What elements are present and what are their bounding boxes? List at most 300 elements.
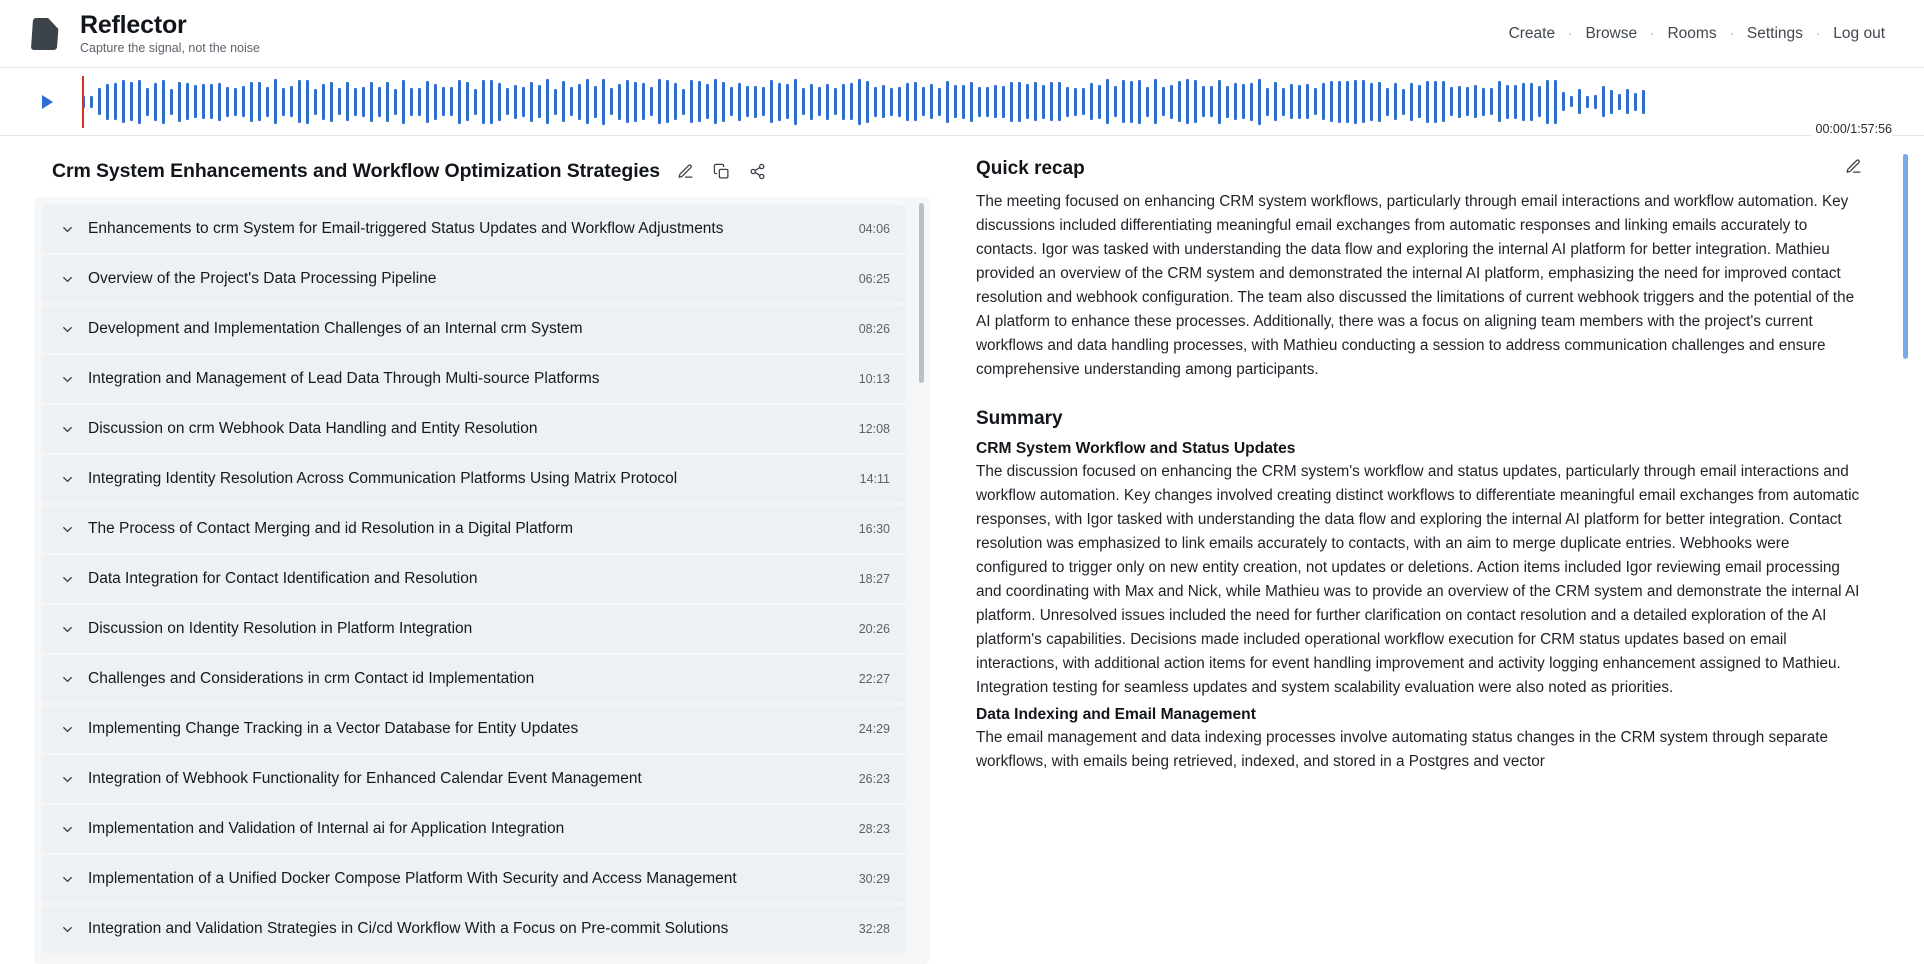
chapter-title: Development and Implementation Challenges of an Internal crm System [88, 320, 583, 337]
reflector-logo-icon [32, 16, 66, 52]
quick-recap-heading: Quick recap [976, 158, 1085, 179]
waveform-bar [1266, 88, 1269, 116]
chapter-row[interactable] [42, 705, 906, 753]
waveform-bar [290, 86, 293, 117]
app-title: Reflector [80, 10, 187, 39]
waveform-bar [1002, 86, 1005, 118]
waveform-bar [178, 82, 181, 122]
chevron-down-icon[interactable] [56, 272, 78, 287]
waveform-bar [1346, 81, 1349, 123]
waveform-bar [970, 82, 973, 122]
chapter-row[interactable] [42, 355, 906, 403]
waveform-bar [466, 82, 469, 121]
waveform-bar [1074, 88, 1077, 116]
nav-item-settings[interactable]: Settings [1746, 24, 1803, 42]
waveform-bar [450, 87, 453, 116]
waveform-bar [1162, 87, 1165, 116]
waveform-bar [538, 85, 541, 118]
nav-separator: · [1729, 26, 1734, 41]
waveform-bar [234, 88, 237, 116]
chapter-timestamp: 22:27 [858, 672, 890, 686]
waveform-bar [530, 82, 533, 122]
waveform-bar [410, 88, 413, 116]
chevron-down-icon[interactable] [56, 672, 78, 687]
waveform-bar [1482, 88, 1485, 116]
waveform-bar [1314, 88, 1317, 115]
waveform-bar [1210, 86, 1213, 117]
waveform-bar [602, 79, 605, 125]
waveform-bar [1322, 83, 1325, 120]
waveform-bar [1098, 85, 1101, 119]
waveform-bar [722, 82, 725, 122]
chapter-row[interactable] [42, 505, 906, 553]
chapters-pane [0, 136, 952, 964]
waveform-bar [474, 89, 477, 115]
chapter-list [42, 205, 906, 953]
waveform-bar [930, 84, 933, 119]
waveform-bar [882, 85, 885, 118]
chapter-timestamp: 08:26 [858, 322, 890, 336]
waveform-bar [866, 81, 869, 123]
waveform-bar [658, 79, 661, 124]
chapter-list-container[interactable] [34, 197, 930, 964]
waveform-bar [1250, 83, 1253, 121]
waveform-bar [826, 84, 829, 120]
waveform-bar [226, 87, 229, 117]
waveform-bar [1042, 85, 1045, 119]
waveform-bar [1442, 81, 1445, 122]
waveform-bar [1138, 80, 1141, 124]
waveform-bar [1362, 80, 1365, 123]
waveform-bar [338, 88, 341, 115]
waveform-bar [1066, 87, 1069, 117]
waveform-bar [210, 84, 213, 119]
waveform-bar [1082, 88, 1085, 115]
share-icon[interactable] [746, 161, 768, 183]
waveform-bar [634, 82, 637, 122]
waveform-bar [1626, 89, 1629, 114]
chapter-title: Enhancements to crm System for Email-triggered Status Updates and Workflow Adjustments [88, 220, 724, 237]
waveform-bar [1306, 84, 1309, 119]
chapter-row[interactable] [42, 755, 906, 803]
waveform-bar [114, 83, 117, 120]
waveform-bar [522, 87, 525, 117]
waveform-bar [1434, 81, 1437, 123]
waveform-bar [138, 80, 141, 124]
page-title: Crm System Enhancements and Workflow Optimization Strategies [52, 160, 661, 182]
waveform-bar [698, 81, 701, 122]
chapter-title: The Process of Contact Merging and id Resolution in a Digital Platform [88, 520, 574, 537]
chapter-list-scrollbar[interactable] [919, 203, 924, 383]
waveform-bar [1226, 86, 1229, 118]
chapter-timestamp: 12:08 [858, 422, 890, 436]
chapter-timestamp: 26:23 [858, 772, 890, 786]
chapter-timestamp: 14:11 [859, 472, 890, 486]
waveform[interactable] [82, 76, 1898, 136]
waveform-bar [1586, 96, 1589, 108]
waveform-bar [106, 84, 109, 120]
waveform-bar [346, 82, 349, 121]
chapter-title: Discussion on Identity Resolution in Platform Integration [88, 620, 473, 637]
chapter-timestamp: 16:30 [858, 522, 890, 536]
waveform-bar [514, 85, 517, 119]
chapter-title: Challenges and Considerations in crm Contact id Implementation [88, 670, 535, 687]
nav-separator: · [1650, 26, 1655, 41]
quick-recap-body: The meeting focused on enhancing CRM system workflows, particularly through email interactions and workflow automation. Key discussions included differentiating meaningful email exchanges from automatic responses and linking emails accurately to contacts. Igor was tasked with understanding the data flow and exploring the internal AI platform for better integration. Mathieu provided an overview of the CRM system and demonstrated the internal AI platform, emphasizing the need for improved contact resolution and webhook configuration. The team also discussed the limitations of current webhook triggers and the potential of the AI platform to enhance these processes. Additionally, there was a focus on aligning team members with the project's current workflows and data handling processes, with Mathieu conducting a session to address communication challenges and ensure comprehensive understanding among participants. [976, 193, 1855, 378]
waveform-bar [1330, 81, 1333, 122]
chapter-row[interactable] [42, 555, 906, 603]
waveform-bar [1386, 88, 1389, 116]
waveform-bar [706, 84, 709, 119]
chevron-down-icon[interactable] [56, 622, 78, 637]
waveform-bar [1578, 89, 1581, 114]
waveform-bar [498, 83, 501, 121]
waveform-bar [218, 83, 221, 121]
waveform-bar [194, 85, 197, 118]
chapter-row[interactable] [42, 305, 906, 353]
waveform-bar [778, 83, 781, 121]
waveform-bar [1378, 82, 1381, 122]
waveform-bar [306, 80, 309, 124]
chevron-down-icon[interactable] [56, 522, 78, 537]
nav-item-browse[interactable]: Browse [1585, 24, 1638, 42]
waveform-bar [170, 89, 173, 115]
waveform-bar [1122, 80, 1125, 123]
waveform-bar [578, 84, 581, 120]
waveform-bar [482, 80, 485, 124]
waveform-bar [794, 79, 797, 125]
chapter-row[interactable] [42, 855, 906, 903]
waveform-bar [1370, 83, 1373, 121]
waveform-bar [434, 84, 437, 120]
audio-player [0, 68, 1924, 136]
waveform-bar [314, 89, 317, 115]
chevron-down-icon[interactable] [56, 772, 78, 787]
waveform-bar [258, 82, 261, 121]
chevron-down-icon[interactable] [56, 922, 78, 937]
waveform-bar [1354, 80, 1357, 124]
chapter-timestamp: 30:29 [858, 872, 890, 886]
waveform-bar [1130, 81, 1133, 123]
waveform-bar [1570, 96, 1573, 107]
chevron-down-icon[interactable] [56, 872, 78, 887]
chapter-row[interactable] [42, 805, 906, 853]
waveform-bar [962, 85, 965, 119]
player-time-label: 00:00/1:57:56 [1812, 122, 1892, 136]
waveform-bar [554, 89, 557, 115]
waveform-bar [506, 88, 509, 115]
waveform-bar [1298, 85, 1301, 119]
waveform-bar [1026, 84, 1029, 119]
chapter-title: Implementation and Validation of Internal ai for Application Integration [88, 820, 565, 837]
waveform-bar [978, 87, 981, 117]
summary-pane[interactable] [952, 136, 1924, 964]
waveform-bar [1466, 87, 1469, 116]
waveform-bar [730, 87, 733, 116]
waveform-bar [242, 86, 245, 117]
waveform-bar [626, 80, 629, 123]
chapter-row[interactable] [42, 405, 906, 453]
chapter-timestamp: 20:26 [858, 622, 890, 636]
waveform-bar [386, 82, 389, 122]
summary-heading: Summary [976, 408, 1063, 429]
waveform-bar [802, 88, 805, 115]
waveform-bar [1274, 82, 1277, 121]
chevron-down-icon[interactable] [56, 822, 78, 837]
chevron-down-icon[interactable] [56, 572, 78, 587]
waveform-bar [786, 84, 789, 119]
waveform-bar [298, 80, 301, 123]
waveform-bar [690, 80, 693, 123]
waveform-bar [1594, 95, 1597, 109]
chapter-title: Data Integration for Contact Identification and Resolution [88, 570, 478, 587]
waveform-bar [842, 84, 845, 120]
waveform-bar [1426, 81, 1429, 123]
chevron-down-icon[interactable] [56, 372, 78, 387]
waveform-bar [666, 80, 669, 123]
waveform-bar [818, 87, 821, 116]
waveform-bar [426, 81, 429, 123]
waveform-bar [1514, 85, 1517, 119]
waveform-bar [122, 80, 125, 123]
chapter-timestamp: 24:29 [858, 722, 890, 736]
waveform-bar [202, 84, 205, 119]
waveform-bar [898, 87, 901, 117]
waveform-bar [362, 87, 365, 117]
content-area [0, 136, 1924, 964]
chapter-timestamp: 32:28 [858, 922, 890, 936]
waveform-bar [546, 79, 549, 124]
waveform-bar [1090, 83, 1093, 120]
waveform-bar [1642, 90, 1645, 114]
waveform-bar [890, 88, 893, 116]
waveform-bar [1154, 79, 1157, 124]
chapter-title: Integration and Management of Lead Data Through Multi-source Platforms [88, 370, 600, 387]
waveform-bar [618, 84, 621, 120]
waveform-bar [746, 86, 749, 117]
chapter-row[interactable] [42, 205, 906, 253]
chapter-row[interactable] [42, 905, 906, 953]
quick-recap-header [976, 158, 1862, 190]
waveform-bar [1058, 82, 1061, 121]
waveform-bar [1194, 80, 1197, 123]
waveform-bar [642, 83, 645, 120]
waveform-bar [1146, 87, 1149, 117]
waveform-bar [570, 87, 573, 116]
waveform-bar [1498, 81, 1501, 122]
waveform-bar [378, 87, 381, 117]
waveform-bar [770, 80, 773, 123]
chapter-title: Integrating Identity Resolution Across Communication Platforms Using Matrix Protocol [88, 470, 678, 487]
waveform-bar [418, 88, 421, 116]
brand-text [80, 12, 260, 55]
chevron-down-icon[interactable] [56, 472, 78, 487]
waveform-bar [1538, 86, 1541, 117]
waveform-bar [154, 83, 157, 121]
waveform-bar [1178, 81, 1181, 122]
edit-icon[interactable] [1845, 158, 1862, 180]
waveform-bar [90, 96, 93, 108]
chapter-timestamp: 10:13 [858, 372, 890, 386]
summary-section-heading: Data Indexing and Email Management [976, 706, 1256, 723]
chapter-timestamp: 28:23 [858, 822, 890, 836]
chapter-title: Integration of Webhook Functionality for Enhanced Calendar Event Management [88, 770, 642, 787]
waveform-bar [610, 88, 613, 115]
summary-section-heading: CRM System Workflow and Status Updates [976, 440, 1296, 457]
waveform-bar [330, 82, 333, 122]
waveform-bar [1218, 80, 1221, 124]
chapter-row[interactable] [42, 605, 906, 653]
copy-icon[interactable] [710, 161, 732, 183]
waveform-bar [682, 89, 685, 115]
chapter-row[interactable] [42, 255, 906, 303]
summary-content [976, 158, 1884, 774]
waveform-bar [402, 80, 405, 124]
waveform-bar [1530, 83, 1533, 121]
waveform-bar [762, 87, 765, 116]
waveform-bar [1418, 85, 1421, 118]
waveform-bar [1410, 83, 1413, 121]
waveform-bar [370, 82, 373, 122]
waveform-bar [282, 88, 285, 116]
chevron-down-icon[interactable] [56, 322, 78, 337]
waveform-bar [1258, 79, 1261, 125]
edit-icon[interactable] [674, 161, 696, 183]
waveform-bar [914, 82, 917, 121]
waveform-bar [1282, 88, 1285, 116]
waveform-bar [354, 88, 357, 116]
chevron-down-icon[interactable] [56, 222, 78, 237]
waveform-bar [1394, 83, 1397, 120]
chapter-timestamp: 04:06 [858, 222, 890, 236]
waveform-bars[interactable] [82, 76, 1898, 128]
waveform-bar [1114, 86, 1117, 117]
nav-separator: · [1815, 26, 1821, 41]
waveform-bar [1170, 85, 1173, 119]
waveform-bar [186, 83, 189, 120]
waveform-bar [986, 87, 989, 117]
waveform-bar [810, 84, 813, 120]
waveform-bar [98, 88, 101, 115]
waveform-bar [322, 84, 325, 120]
waveform-bar [1050, 82, 1053, 121]
waveform-bar [394, 89, 397, 115]
waveform-bar [946, 81, 949, 123]
waveform-bar [266, 87, 269, 117]
chevron-down-icon[interactable] [56, 722, 78, 737]
waveform-bar [1242, 84, 1245, 119]
waveform-bar [850, 83, 853, 120]
waveform-bar [130, 82, 133, 121]
chapter-timestamp: 06:25 [858, 272, 890, 286]
waveform-bar [1234, 83, 1237, 120]
waveform-bar [1450, 87, 1453, 116]
waveform-bar [922, 87, 925, 116]
waveform-bar [738, 83, 741, 121]
waveform-bar [754, 86, 757, 118]
waveform-bar [1562, 92, 1565, 111]
chapter-row[interactable] [42, 655, 906, 703]
waveform-bar [954, 85, 957, 118]
chapter-title: Overview of the Project's Data Processing Pipeline [88, 270, 437, 287]
chapter-title: Discussion on crm Webhook Data Handling and Entity Resolution [88, 420, 538, 437]
waveform-bar [1018, 82, 1021, 122]
chapter-title: Implementing Change Tracking in a Vector Database for Entity Updates [88, 720, 579, 737]
waveform-bar [1106, 79, 1109, 124]
waveform-bar [1474, 85, 1477, 118]
waveform-bar [490, 80, 493, 124]
waveform-bar [650, 87, 653, 116]
chevron-down-icon[interactable] [56, 422, 78, 437]
waveform-bar [994, 85, 997, 118]
waveform-bar [146, 88, 149, 116]
waveform-bar [1618, 94, 1621, 110]
chapter-title: Integration and Validation Strategies in Ci/cd Workflow With a Focus on Pre-commit Solutions [88, 920, 729, 937]
chapter-timestamp: 18:27 [858, 572, 890, 586]
waveform-bar [834, 88, 837, 115]
waveform-bar [458, 80, 461, 124]
waveform-bar [562, 81, 565, 122]
waveform-bar [938, 88, 941, 116]
waveform-bar [714, 79, 717, 124]
app-tagline: Capture the signal, not the noise [80, 41, 260, 56]
waveform-bar [1290, 84, 1293, 119]
nav-item-logout[interactable]: Log out [1833, 24, 1885, 42]
waveform-bar [442, 87, 445, 116]
waveform-bar [906, 83, 909, 121]
nav-item-create[interactable]: Create [1508, 24, 1556, 42]
nav-item-rooms[interactable]: Rooms [1667, 24, 1717, 42]
waveform-bar [1522, 83, 1525, 121]
summary-section-body: The email management and data indexing processes involve automating status changes in the CRM system through separate workflows, with emails being retrieved, indexed, and stored in a Postgres and vector [976, 729, 1829, 770]
waveform-bar [274, 79, 277, 124]
waveform-bar [858, 79, 861, 125]
content-fade [952, 938, 1924, 964]
brand[interactable] [32, 12, 260, 55]
waveform-bar [1610, 90, 1613, 114]
waveform-bar [1554, 80, 1557, 124]
waveform-bar [1458, 86, 1461, 118]
waveform-bar [1634, 93, 1637, 111]
main-nav [1496, 25, 1898, 43]
document-header [34, 154, 930, 197]
waveform-bar [1010, 82, 1013, 122]
summary-section-body: The discussion focused on enhancing the CRM system's workflow and status updates, particularly through email interactions and workflow automation. Key changes involved creating distinct workflows to differentiate meaningful email exchanges from automatic responses, with Igor tasked with understanding the data flow and exploring the internal AI platform for better integration. Contact resolution was emphasized to link emails accurately to contacts, with an aim to merge duplicate entries. Webhooks were configured to trigger only on new entity creation, not updates or deletions. Action items included Igor reviewing email processing and coordinating with Max and Nick, while Mathieu was to provide an overview of the CRM system and demonstrate the internal AI platform. Unresolved issues included the need for further clarification on contact resolution and a detailed exploration of the AI platform's capabilities. Decisions made included operational workflow execution for CRM status updates based on email interactions, with additional action items for event handling improvement and activity logging enhancement assigned to Mathieu. Integration testing for seamless updates and system scalability evaluation were also noted as priorities. [976, 463, 1860, 696]
waveform-bar [1402, 89, 1405, 115]
waveform-bar [1506, 85, 1509, 119]
waveform-bar [1034, 82, 1037, 121]
waveform-bar [874, 87, 877, 117]
chapter-title: Implementation of a Unified Docker Compose Platform With Security and Access Management [88, 870, 737, 887]
waveform-bar [1602, 86, 1605, 117]
waveform-bar [594, 86, 597, 118]
waveform-bar [674, 83, 677, 120]
app-header [0, 0, 1924, 68]
waveform-bar [1202, 86, 1205, 117]
chapter-row[interactable] [42, 455, 906, 503]
play-icon[interactable] [34, 89, 60, 115]
summary-scrollbar[interactable] [1903, 154, 1908, 359]
waveform-bar [586, 79, 589, 124]
waveform-bar [1546, 80, 1549, 124]
playhead-marker[interactable] [82, 76, 84, 128]
waveform-bar [1490, 88, 1493, 115]
waveform-bar [1338, 81, 1341, 123]
waveform-bar [162, 80, 165, 124]
waveform-bar [1186, 79, 1189, 124]
waveform-bar [250, 82, 253, 122]
nav-separator: · [1568, 26, 1573, 41]
